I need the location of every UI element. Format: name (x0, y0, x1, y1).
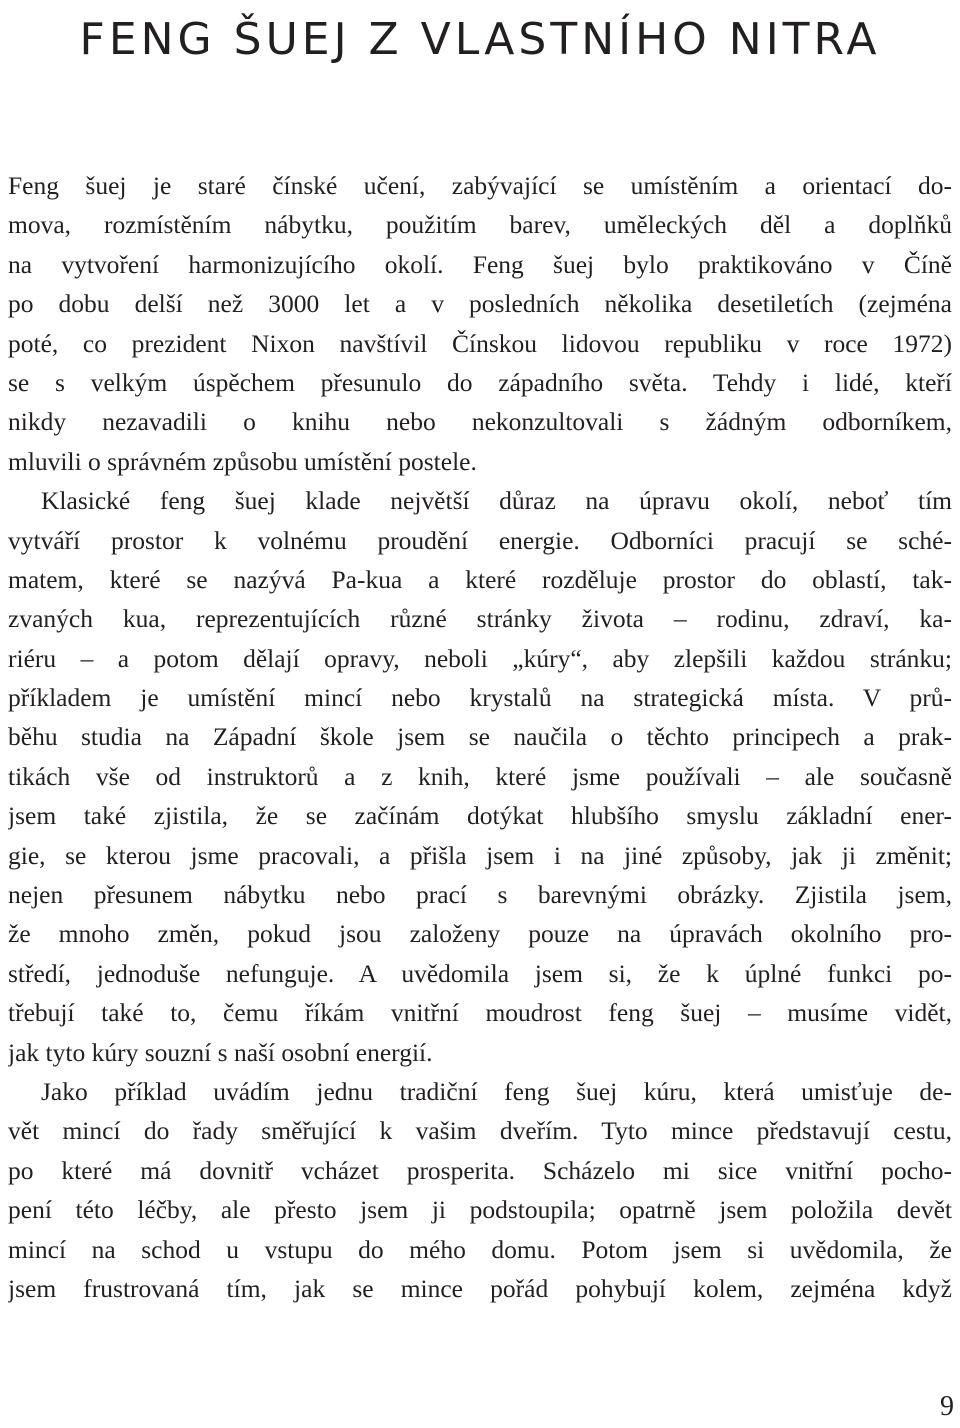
text-line: vytváří prostor k volnému proudění energie. Odborníci pracují se sché- (8, 525, 952, 555)
page-number: 9 (940, 1391, 954, 1422)
text-line: riéru – a potom dělají opravy, neboli „kúry“, aby zlepšili každou stránku; (8, 643, 952, 673)
text-line: Klasické feng šuej klade největší důraz na úpravu okolí, neboť tím (41, 486, 952, 516)
text-line: poté, co prezident Nixon navštívil Čínskou lidovou republiku v roce 1972) (8, 328, 952, 358)
text-line: jsem také zjistila, že se začínám dotýkat hlubšího smyslu základní ener- (8, 801, 952, 831)
text-line: po dobu delší než 3000 let a v posledních několika desetiletích (zejména (8, 289, 952, 319)
text-line: se s velkým úspěchem přesunulo do západního světa. Tehdy i lidé, kteří (8, 367, 952, 397)
text-line: běhu studia na Západní škole jsem se naučila o těchto principech a prak- (8, 722, 952, 752)
text-line: jsem frustrovaná tím, jak se mince pořád pohybují kolem, zejména když (8, 1273, 952, 1303)
text-line: Feng šuej je staré čínské učení, zabývající se umístěním a orientací do- (8, 171, 952, 200)
text-line: třebují také to, čemu říkám vnitřní moudrost feng šuej – musíme vidět, (8, 998, 952, 1028)
text-line: zvaných kua, reprezentujících různé stránky života – rodinu, zdraví, ka- (8, 604, 952, 634)
text-line: mluvili o správném způsobu umístění postele. (8, 446, 477, 476)
text-line: nejen přesunem nábytku nebo prací s barevnými obrázky. Zjistila jsem, (8, 880, 952, 910)
text-line: nikdy nezavadili o knihu nebo nekonzultovali s žádným odborníkem, (8, 407, 952, 437)
text-line: po které má dovnitř vcházet prosperita. Scházelo mi sice vnitřní pocho- (8, 1155, 952, 1185)
text-line: tikách vše od instruktorů a z knih, které jsme používali – ale současně (8, 761, 952, 791)
text-line: že mnoho změn, pokud jsou založeny pouze na úpravách okolního pro- (8, 919, 952, 949)
page-title: FENG ŠUEJ Z VLASTNÍHO NITRA (79, 14, 881, 65)
text-line: Jako příklad uvádím jednu tradiční feng šuej kúru, která umisťuje de- (41, 1076, 952, 1106)
text-line: mincí na schod u vstupu do mého domu. Potom jsem si uvědomila, že (8, 1234, 952, 1264)
text-line: na vytvoření harmonizujícího okolí. Feng šuej bylo praktikováno v Číně (8, 249, 952, 279)
text-line: pení této léčby, ale přesto jsem ji podstoupila; opatrně jsem položila devět (8, 1195, 952, 1225)
text-line: matem, které se nazývá Pa-kua a které rozděluje prostor do oblastí, tak- (8, 564, 952, 594)
text-line: gie, se kterou jsme pracovali, a přišla jsem i na jiné způsoby, jak ji změnit; (8, 840, 952, 870)
text-line: vět mincí do řady směřující k vašim dveřím. Tyto mince představují cestu, (8, 1116, 952, 1146)
text-line: jak tyto kúry souzní s naší osobní energií. (8, 1037, 433, 1067)
text-line: příkladem je umístění mincí nebo krystalů na strategická místa. V prů- (8, 683, 952, 713)
text-line: středí, jednoduše nefunguje. A uvědomila jsem si, že k úplné funkci po- (8, 958, 952, 988)
text-line: mova, rozmístěním nábytku, použitím barev, uměleckých děl a doplňků (8, 210, 952, 240)
body-text (8, 166, 952, 1308)
